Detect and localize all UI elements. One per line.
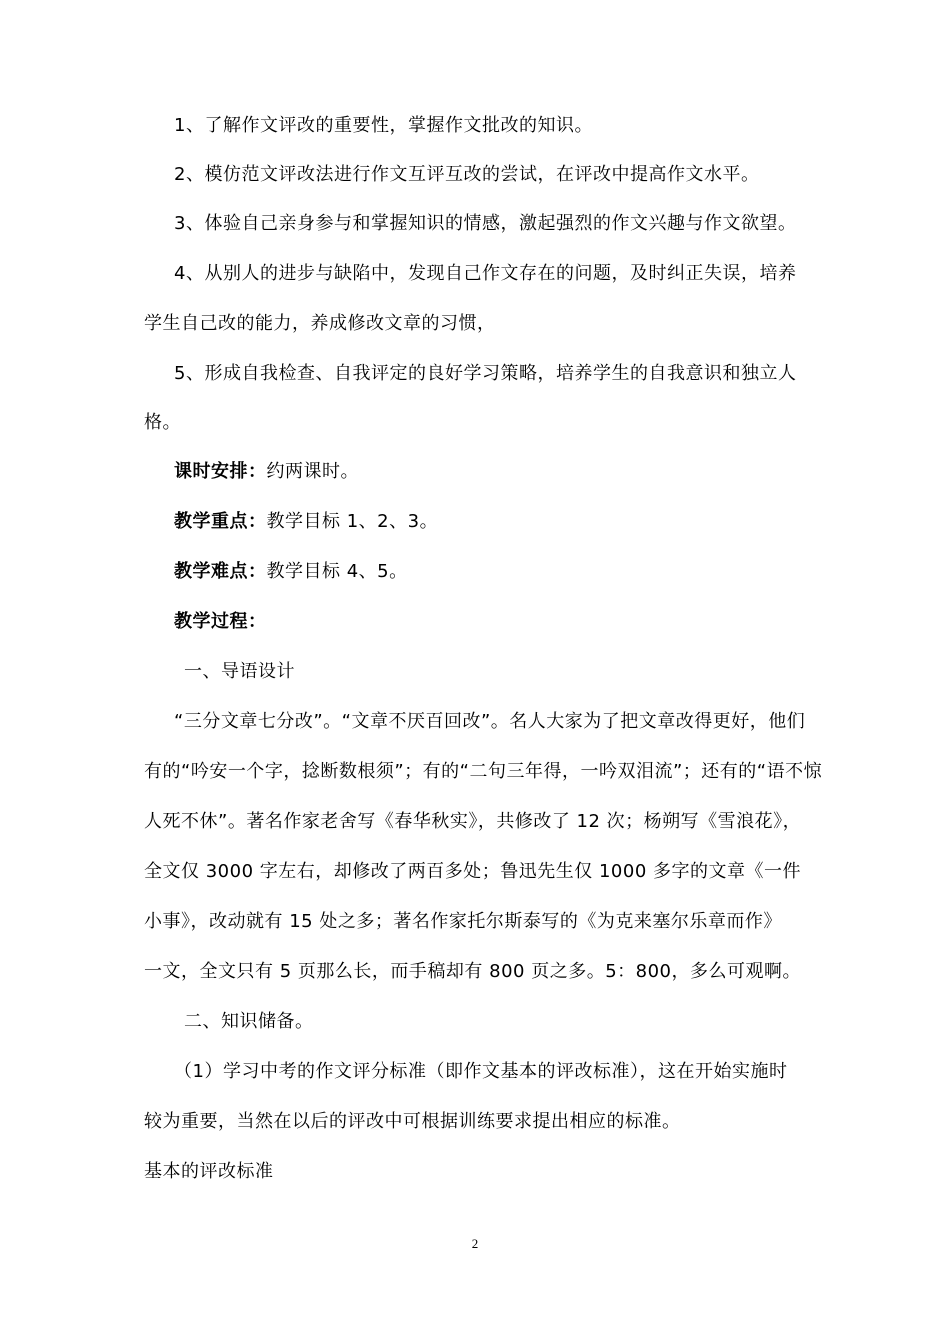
difficulties-value: 教学目标 4、5。 <box>266 561 408 582</box>
section1-paragraph-line-1: “三分文章七分改”。“文章不厌百回改”。名人大家为了把文章改得更好，他们 <box>174 711 806 732</box>
key-points-value: 教学目标 1、2、3。 <box>266 511 439 532</box>
schedule-line <box>174 460 854 484</box>
section1-paragraph-line-2: 有的“吟安一个字，捻断数根须”；有的“二句三年得，一吟双泪流”；还有的“语不惊 <box>144 761 823 782</box>
goal-item-1: 1、了解作文评改的重要性，掌握作文批改的知识。 <box>174 115 593 136</box>
schedule-label: 课时安排： <box>174 461 267 482</box>
goal-item-5: 5、形成自我检查、自我评定的良好学习策略，培养学生的自我意识和独立人 <box>174 363 797 384</box>
section2-paragraph-line-2: 较为重要，当然在以后的评改中可根据训练要求提出相应的标准。 <box>144 1111 681 1132</box>
section1-heading: 一、导语设计 <box>184 661 295 682</box>
page-number: 2 <box>471 1236 479 1251</box>
section2-subheading: 基本的评改标准 <box>144 1161 274 1182</box>
key-points-label: 教学重点： <box>174 511 267 532</box>
process-heading: 教学过程： <box>174 611 267 632</box>
section2-heading: 二、知识储备。 <box>184 1011 314 1032</box>
key-points-line <box>174 510 854 534</box>
goal-item-4-continued: 学生自己改的能力，养成修改文章的习惯， <box>144 313 496 334</box>
goal-item-5-continued: 格。 <box>144 412 181 433</box>
section1-paragraph-line-3: 人死不休”。著名作家老舍写《春华秋实》，共修改了 12 次；杨朔写《雪浪花》， <box>144 811 802 832</box>
section1-paragraph-line-5: 小事》，改动就有 15 处之多；著名作家托尔斯泰写的《为克来塞尔乐章而作》 <box>144 911 782 932</box>
difficulties-line <box>174 560 854 584</box>
difficulties-label: 教学难点： <box>174 561 267 582</box>
section1-paragraph-line-4: 全文仅 3000 字左右，却修改了两百多处；鲁迅先生仅 1000 多字的文章《一件 <box>144 861 802 882</box>
goal-item-4: 4、从别人的进步与缺陷中，发现自己作文存在的问题，及时纠正失误，培养 <box>174 263 797 284</box>
section2-paragraph-line-1: （1）学习中考的作文评分标准（即作文基本的评改标准），这在开始实施时 <box>174 1061 788 1082</box>
schedule-value: 约两课时。 <box>266 461 359 482</box>
goal-item-2: 2、模仿范文评改法进行作文互评互改的尝试，在评改中提高作文水平。 <box>174 164 760 185</box>
goal-item-3: 3、体验自己亲身参与和掌握知识的情感，激起强烈的作文兴趣与作文欲望。 <box>174 213 797 234</box>
section1-paragraph-line-6: 一文，全文只有 5 页那么长，而手稿却有 800 页之多。5：800，多么可观啊。 <box>144 961 802 982</box>
